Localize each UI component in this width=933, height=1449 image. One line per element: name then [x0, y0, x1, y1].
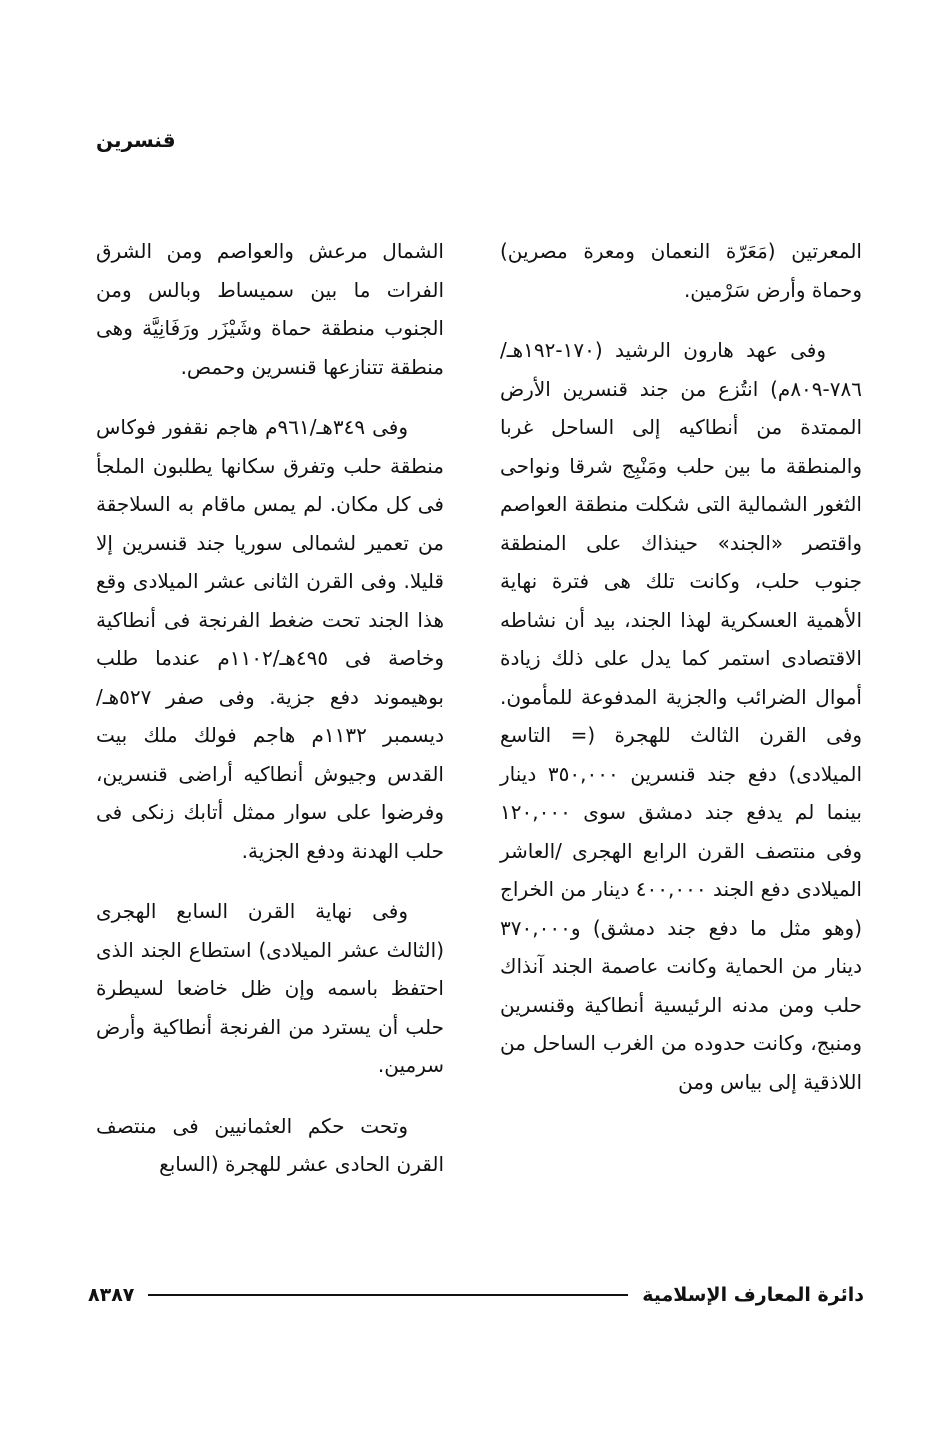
- paragraph: وفى عهد هارون الرشيد (١٧٠-١٩٢هـ/٧٨٦-٨٠٩م) انتُزع من جند قنسرين الأرض الممتدة من أنطاكيه إلى الساحل غربا والمنطقة ما بين حلب ومَنْبِج شرقا ونواحى الثغور الشمالية التى شكلت منطقة العواصم واقتصر «الجند» حينذاك على المنطقة جنوب حلب، وكانت تلك هى فترة نهاية الأهمية العسكرية لهذا الجند، بيد أن نشاطه الاقتصادى استمر كما يدل على ذلك زيادة أموال الضرائب والجزية المدفوعة للمأمون. وفى القرن الثالث للهجرة (= التاسع الميلادى) دفع جند قنسرين ٣٥٠,٠٠٠ دينار بينما لم يدفع جند دمشق سوى ١٢٠,٠٠٠ وفى منتصف القرن الرابع الهجرى /العاشر الميلادى دفع الجند ٤٠٠,٠٠٠ دينار من الخراج (وهو مثل ما دفع جند دمشق) و٣٧٠,٠٠٠ دينار من الحماية وكانت عاصمة الجند آنذاك حلب ومن مدنه الرئيسية أنطاكية وقنسرين ومنبج، وكانت حدوده من الغرب الساحل من اللاذقية إلى بياس ومن: [500, 338, 862, 1094]
- paragraph: وفى نهاية القرن السابع الهجرى (الثالث عشر الميلادى) استطاع الجند الذى احتفظ باسمه وإن ظل خاضعا لسيطرة حلب أن يسترد من الفرنجة أنطاكية وأرض سرمين.: [96, 899, 444, 1077]
- footer-rule: [148, 1294, 628, 1296]
- left-column: [96, 232, 444, 1206]
- paragraph: الشمال مرعش والعواصم ومن الشرق الفرات ما بين سميساط وبالس ومن الجنوب منطقة حماة وشَيْزَر ورَفَانِيَّة وهى منطقة تتنازعها قنسرين وحمص.: [96, 239, 444, 379]
- paragraph: المعرتين (مَعَرّة النعمان ومعرة مصرين) وحماة وأرض سَرْمين.: [500, 239, 862, 302]
- page-number: ٨٣٨٧: [88, 1284, 135, 1306]
- right-column: [500, 232, 862, 1123]
- journal-title: دائرة المعارف الإسلامية: [642, 1284, 864, 1306]
- running-head: قنسرين: [96, 128, 176, 152]
- paragraph: وتحت حكم العثمانيين فى منتصف القرن الحادى عشر للهجرة (السابع: [96, 1113, 444, 1176]
- page-footer: [88, 1280, 864, 1310]
- paragraph: وفى ٣٤٩هـ/٩٦١م هاجم نقفور فوكاس منطقة حلب وتفرق سكانها يطلبون الملجأ فى كل مكان. لم يمس ماقام به السلاجقة من تعمير لشمالى سوريا جند قنسرين إلا قليلا. وفى القرن الثانى عشر الميلادى وقع هذا الجند تحت ضغط الفرنجة فى أنطاكية وخاصة فى ٤٩٥هـ/١١٠٢م عندما طلب بوهيموند دفع جزية. وفى صفر ٥٢٧هـ/ ديسمبر ١١٣٢م هاجم فولك ملك بيت القدس وجيوش أنطاكيه أراضى قنسرين، وفرضوا على سوار ممثل أتابك زنكى فى حلب الهدنة ودفع الجزية.: [96, 415, 444, 863]
